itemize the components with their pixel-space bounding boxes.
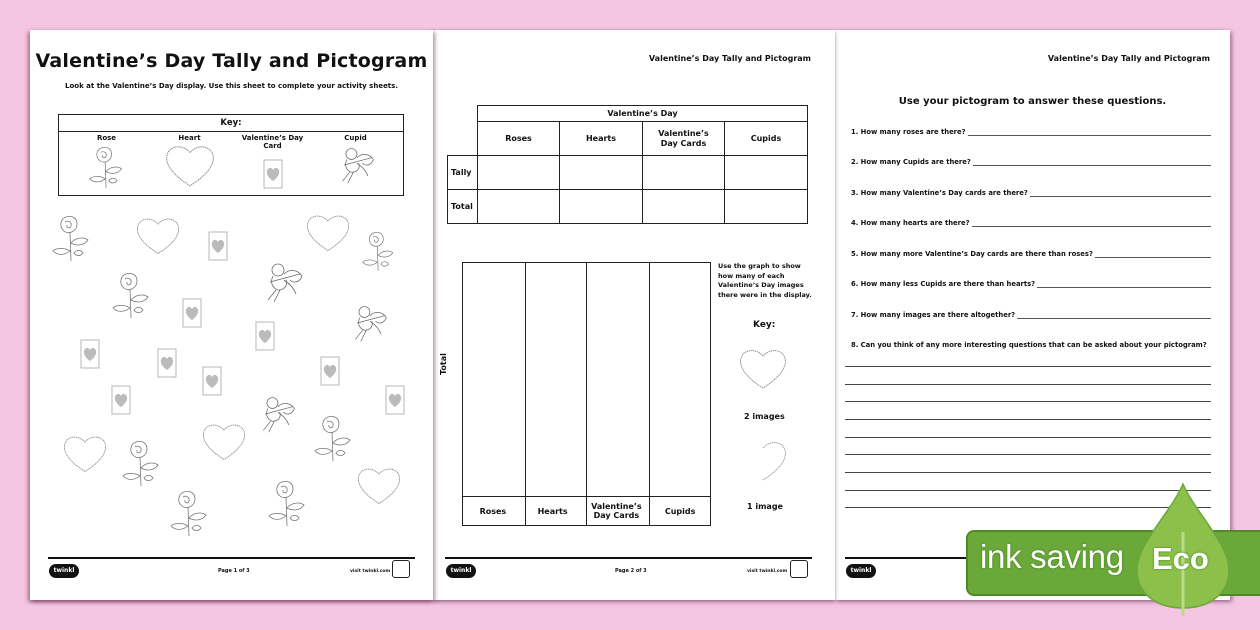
- twinkl-logo: twinkl: [49, 564, 79, 578]
- question-row: 5. How many more Valentine’s Day cards are there than roses?: [851, 250, 1211, 258]
- tally-cell[interactable]: [643, 156, 725, 190]
- twinkl-stamp-icon: [790, 560, 808, 578]
- card-icon: [320, 355, 340, 387]
- cupid-icon: [335, 144, 377, 186]
- key-box: [58, 114, 404, 196]
- answer-line[interactable]: [1037, 282, 1211, 288]
- heart-icon: [305, 213, 351, 253]
- pictogram-y-label: Total: [439, 353, 448, 375]
- answer-line[interactable]: [1017, 313, 1211, 319]
- heart-icon: [164, 144, 216, 188]
- key-item-cupid: Cupid: [316, 134, 396, 190]
- twinkl-logo: twinkl: [846, 564, 876, 578]
- key-label-1-image: 1 image: [747, 502, 783, 511]
- answer-line[interactable]: [1095, 252, 1211, 258]
- question-row: 1. How many roses are there?: [851, 128, 1211, 136]
- total-cell[interactable]: [725, 190, 808, 224]
- pictogram-labels: [463, 496, 710, 525]
- total-cell[interactable]: [478, 190, 560, 224]
- category-label: Cupids: [664, 506, 696, 516]
- card-icon: [385, 384, 405, 416]
- category-label: Roses: [479, 506, 507, 516]
- column-header: Hearts: [560, 122, 643, 156]
- question-row: 7. How many images are there altogether?: [851, 311, 1211, 319]
- question-row: 4. How many hearts are there?: [851, 219, 1211, 227]
- running-head: Valentine’s Day Tally and Pictogram: [1047, 54, 1210, 63]
- total-cell[interactable]: [560, 190, 643, 224]
- cupid-icon: [348, 302, 390, 344]
- cupid-icon: [260, 260, 306, 304]
- row-header: Total: [448, 190, 478, 224]
- category-label: Hearts: [537, 506, 568, 516]
- total-cell[interactable]: [643, 190, 725, 224]
- column-header: Valentine’s Day Cards: [643, 122, 725, 156]
- key-heading: Key:: [59, 115, 403, 132]
- eco-label: Eco: [1152, 541, 1209, 576]
- rose-icon: [266, 478, 310, 528]
- twinkl-logo: twinkl: [446, 564, 476, 578]
- visit-link[interactable]: visit twinkl.com: [747, 569, 788, 574]
- question-row: 2. How many Cupids are there?: [851, 158, 1211, 166]
- heart-icon: [356, 466, 402, 506]
- card-icon: [111, 384, 131, 416]
- worksheet-page-1: [30, 30, 433, 600]
- card-icon: [263, 158, 283, 190]
- rose-icon: [168, 488, 212, 538]
- heart-icon: [738, 348, 788, 390]
- answer-line[interactable]: [972, 221, 1211, 227]
- card-icon: [202, 365, 222, 397]
- column-header: Roses: [478, 122, 560, 156]
- answer-line[interactable]: [1030, 191, 1211, 197]
- answer-line[interactable]: [968, 130, 1211, 136]
- rose-icon: [110, 270, 154, 320]
- card-icon: [157, 347, 177, 379]
- heart-icon: [201, 422, 247, 462]
- page-number: Page 1 of 3: [218, 568, 250, 574]
- category-label: Valentine’s Day Cards: [591, 502, 642, 520]
- question-row: 8. Can you think of any more interesting questions that can be asked about your pictogram?: [851, 341, 1207, 349]
- question-row: 6. How many less Cupids are there than hearts?: [851, 280, 1211, 288]
- key-item-rose: Rose: [67, 134, 147, 190]
- footer-rule: [445, 557, 812, 559]
- rose-icon: [120, 438, 164, 488]
- visit-link[interactable]: visit twinkl.com: [350, 569, 391, 574]
- card-icon: [80, 338, 100, 370]
- tally-table: [447, 105, 808, 224]
- key-item-card: Valentine’s Day Card: [233, 134, 313, 190]
- page-title: Valentine’s Day Tally and Pictogram: [35, 50, 428, 72]
- rose-icon: [312, 413, 356, 463]
- column-header: Cupids: [725, 122, 808, 156]
- cupid-icon: [256, 393, 298, 435]
- key-label-2-images: 2 images: [744, 412, 785, 421]
- tally-table-title: Valentine’s Day: [478, 106, 808, 122]
- card-icon: [255, 320, 275, 352]
- ink-saving-label: ink saving: [980, 538, 1124, 575]
- rose-icon: [87, 144, 127, 190]
- questions-heading: Use your pictogram to answer these questions.: [898, 96, 1167, 107]
- page-subtitle: Look at the Valentine’s Day display. Use this sheet to complete your activity sheets.: [65, 82, 398, 90]
- heart-icon: [135, 216, 181, 256]
- answer-line[interactable]: [973, 160, 1211, 166]
- rose-icon: [50, 213, 94, 263]
- twinkl-stamp-icon: [392, 560, 410, 578]
- pictogram-grid: [462, 262, 711, 526]
- question-row: 3. How many Valentine’s Day cards are there?: [851, 189, 1211, 197]
- row-header: Tally: [448, 156, 478, 190]
- card-icon: [208, 230, 228, 262]
- half-heart-icon: [738, 440, 788, 482]
- footer-rule: [48, 557, 415, 559]
- page-number: Page 2 of 3: [615, 568, 647, 574]
- key-item-heart: Heart: [150, 134, 230, 190]
- card-icon: [182, 297, 202, 329]
- tally-cell[interactable]: [478, 156, 560, 190]
- tally-cell[interactable]: [560, 156, 643, 190]
- running-head: Valentine’s Day Tally and Pictogram: [648, 54, 811, 63]
- pictogram-instruction: Use the graph to show how many of each Valentine’s Day images there were in the display.: [718, 262, 812, 299]
- worksheet-page-2: [433, 30, 835, 600]
- heart-icon: [62, 434, 108, 474]
- tally-cell[interactable]: [725, 156, 808, 190]
- rose-icon: [360, 222, 398, 280]
- pictogram-key-heading: Key:: [753, 320, 776, 330]
